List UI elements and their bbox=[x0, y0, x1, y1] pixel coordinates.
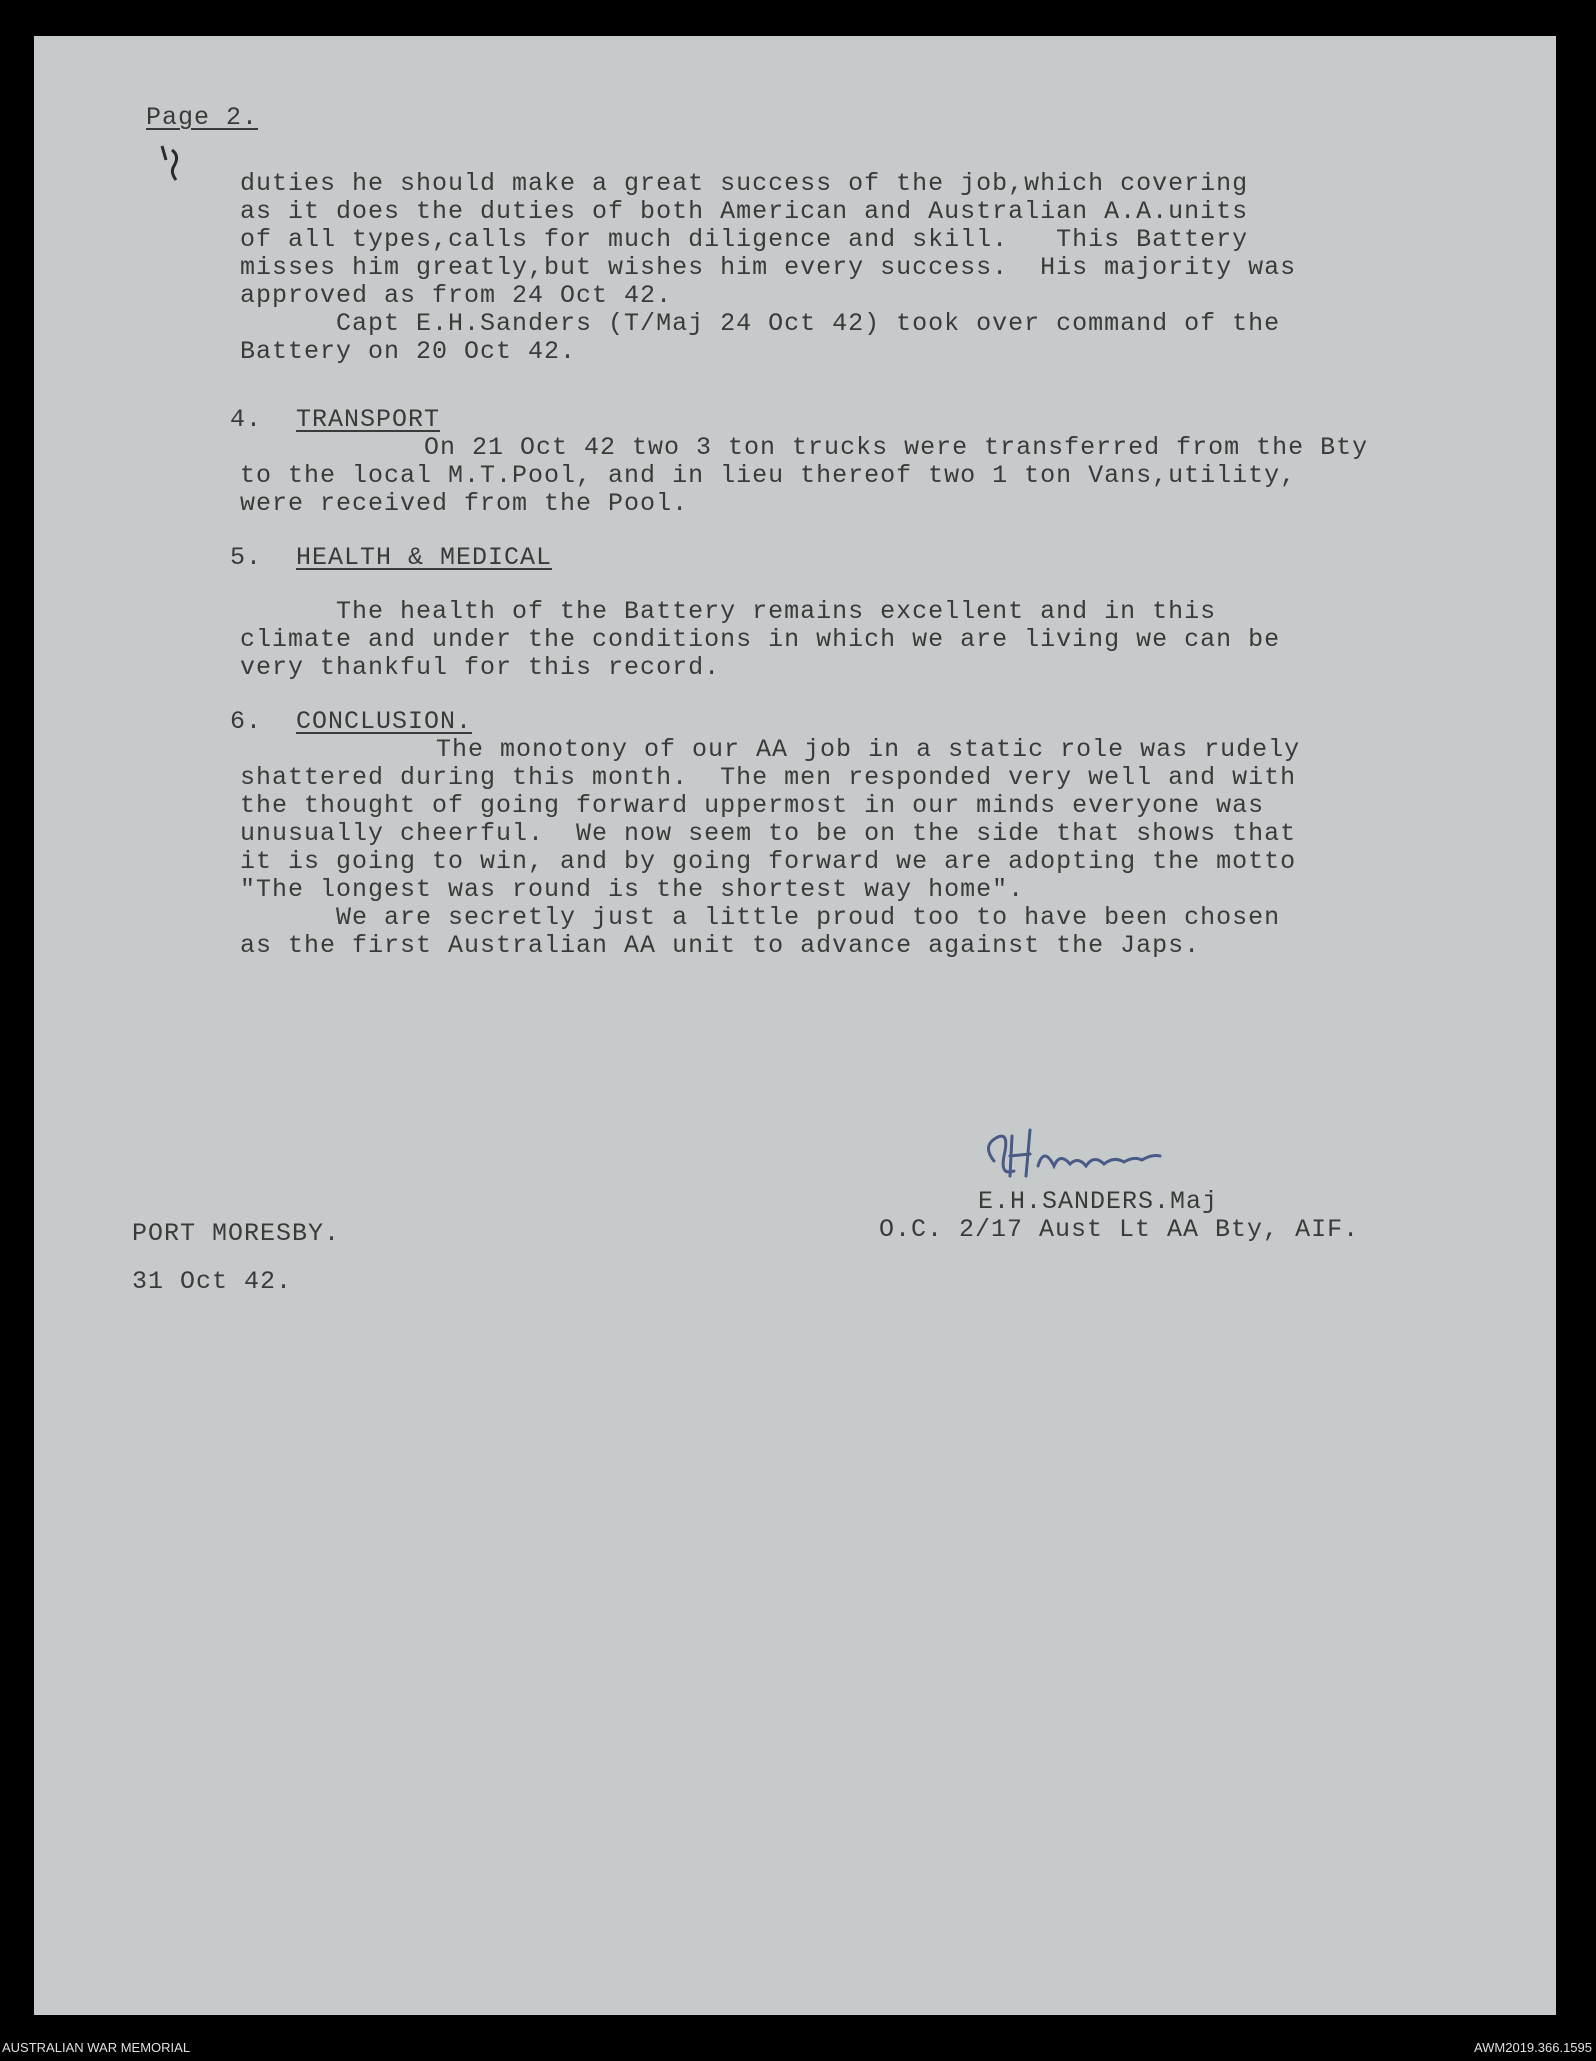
paragraph-line: misses him greatly,but wishes him every success. His majority was bbox=[240, 253, 1297, 282]
section-heading: CONCLUSION. bbox=[296, 707, 473, 736]
paragraph-line: approved as from 24 Oct 42. bbox=[240, 281, 673, 310]
section-number: 6. bbox=[230, 707, 263, 736]
signatory-name: E.H.SANDERS.Maj bbox=[978, 1187, 1219, 1216]
section-number: 4. bbox=[230, 405, 263, 434]
paragraph-line: as it does the duties of both American and Australian A.A.units bbox=[240, 197, 1249, 226]
paragraph-line: The monotony of our AA job in a static role was rudely bbox=[436, 735, 1301, 764]
paragraph-line: Capt E.H.Sanders (T/Maj 24 Oct 42) took over command of the bbox=[240, 309, 1281, 338]
document-page bbox=[34, 36, 1556, 2015]
paragraph-line: climate and under the conditions in which we are living we can be bbox=[240, 625, 1281, 654]
paragraph-line: We are secretly just a little proud too to have been chosen bbox=[240, 903, 1281, 932]
paragraph-line: very thankful for this record. bbox=[240, 653, 721, 682]
paragraph-line: of all types,calls for much diligence and skill. This Battery bbox=[240, 225, 1249, 254]
paragraph-line: Battery on 20 Oct 42. bbox=[240, 337, 577, 366]
section-heading: TRANSPORT bbox=[296, 405, 441, 434]
paragraph-line: unusually cheerful. We now seem to be on the side that shows that bbox=[240, 819, 1297, 848]
paragraph-line: as the first Australian AA unit to advance against the Japs. bbox=[240, 931, 1201, 960]
paragraph-line: duties he should make a great success of the job,which covering bbox=[240, 169, 1249, 198]
paragraph-line: were received from the Pool. bbox=[240, 489, 689, 518]
signature bbox=[974, 1116, 1214, 1196]
paragraph-line: it is going to win, and by going forward we are adopting the motto bbox=[240, 847, 1297, 876]
paragraph-line: shattered during this month. The men responded very well and with bbox=[240, 763, 1297, 792]
footer-left: AUSTRALIAN WAR MEMORIAL bbox=[2, 2040, 191, 2055]
page-label: Page 2. bbox=[146, 103, 259, 132]
paragraph-line: the thought of going forward uppermost in our minds everyone was bbox=[240, 791, 1265, 820]
place: PORT MORESBY. bbox=[132, 1219, 341, 1248]
paragraph-line: to the local M.T.Pool, and in lieu thereof two 1 ton Vans,utility, bbox=[240, 461, 1297, 490]
paragraph-line: "The longest was round is the shortest way home". bbox=[240, 875, 1025, 904]
footer-right: AWM2019.366.1595 bbox=[1473, 2040, 1592, 2055]
section-heading: HEALTH & MEDICAL bbox=[296, 543, 553, 572]
signatory-title: O.C. 2/17 Aust Lt AA Bty, AIF. bbox=[879, 1215, 1360, 1244]
section-number: 5. bbox=[230, 543, 263, 572]
paragraph-line: On 21 Oct 42 two 3 ton trucks were transferred from the Bty bbox=[424, 433, 1369, 462]
handwritten-mark bbox=[154, 140, 194, 190]
paragraph-line: The health of the Battery remains excellent and in this bbox=[240, 597, 1217, 626]
date: 31 Oct 42. bbox=[132, 1267, 293, 1296]
